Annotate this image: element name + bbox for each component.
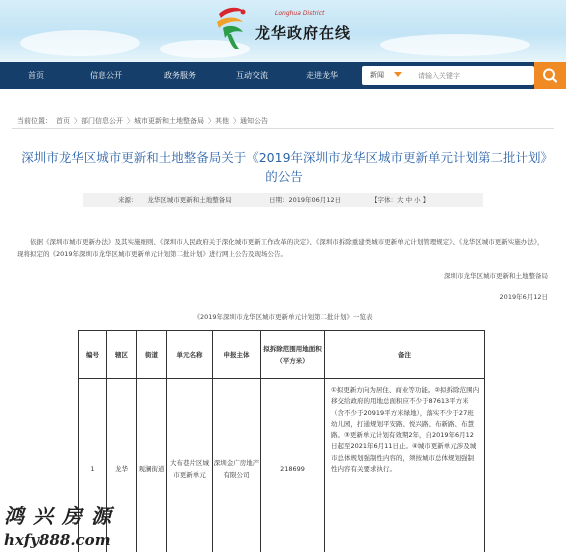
breadcrumb-link-home[interactable]: 首页: [56, 117, 70, 125]
article-body: 依据《深圳市城市更新办法》及其实施细则、《深圳市人民政府关于深化城市更新工作改革的决定》、《深圳市拆除重建类城市更新单元计划管理规定》、《龙华区城市更新实施办法》，现将拟定的《2019年深圳市龙华区城市更新单元计划第二批计划》进行网上公告及现场公告。: [17, 238, 544, 258]
table-header-row: [79, 331, 485, 379]
search-icon: [534, 62, 566, 89]
banner-cloud: [20, 30, 140, 56]
breadcrumb-prefix: 当前位置：: [17, 117, 52, 125]
table-cell-remark: ①拟更新方向为居住、商业等功能。②拟拆除范围内移交给政府的用地总面积应不少于87613平方米（含不少于20919平方米绿地），落实不少于27班幼儿园，打通规划平安路、悦兴路、布新路、布慧路。③更新单元计划有效期2年，自2019年6月12日起至2021年6月11日止。④城市更新单元涉及城市总体规划强制性内容的，须按城市总体规划强制性内容有关要求执行。: [325, 379, 485, 552]
font-size-switcher[interactable]: 【字体：大 中 小 】: [371, 196, 430, 204]
nav-item-about-longhua[interactable]: 走进龙华: [306, 71, 338, 80]
chevron-down-icon[interactable]: [394, 72, 402, 77]
table-header-cell: 申报主体: [213, 331, 261, 379]
table-header-cell: 辖区: [107, 331, 137, 379]
table-header-cell: 街道: [137, 331, 167, 379]
table-header-cell: 拟拆除范围用地面积（平方米）: [261, 331, 325, 379]
article-date: 日期：2019年06月12日: [269, 196, 342, 204]
logo-english-text: Longhua District: [275, 10, 325, 17]
site-logo[interactable]: [213, 4, 363, 56]
search-button[interactable]: [534, 62, 566, 89]
breadcrumb-link-notices[interactable]: 〉通知公告: [233, 117, 268, 125]
nav-item-info-disclosure[interactable]: 信息公开: [90, 71, 122, 80]
site-banner: [0, 0, 566, 62]
table-cell-applicant: 深圳金广房地产有限公司: [213, 379, 261, 552]
watermark-line-1: 鸿兴房源: [4, 504, 120, 528]
breadcrumb-link-other[interactable]: 〉其他: [208, 117, 229, 125]
breadcrumb: [17, 116, 272, 126]
table-row: [79, 379, 485, 552]
logo-emblem-icon: [213, 4, 253, 50]
search-input[interactable]: [418, 68, 530, 83]
article-source: 来源： 龙华区城市更新和土地整备局: [118, 196, 232, 204]
divider: [12, 128, 554, 129]
table-cell-area: 218699: [261, 379, 325, 552]
table-cell-unit-name: 大布巷片区城市更新单元: [167, 379, 213, 552]
nav-item-government-services[interactable]: 政务服务: [164, 71, 196, 80]
table-header-cell: 备注: [325, 331, 485, 379]
table-cell-no: 1: [79, 379, 107, 552]
article-sign-date: 2019年6月12日: [499, 293, 548, 301]
search-bar: [362, 66, 534, 85]
logo-title: 龙华政府在线: [255, 24, 352, 42]
banner-cloud: [380, 34, 530, 56]
table-cell-street: 观澜街道: [137, 379, 167, 552]
article-meta: [83, 193, 483, 207]
breadcrumb-link-dept-info[interactable]: 〉部门信息公开: [74, 117, 123, 125]
table-header-cell: 单元名称: [167, 331, 213, 379]
table-header-cell: 编号: [79, 331, 107, 379]
nav-item-home[interactable]: 首页: [28, 71, 44, 80]
search-category-select[interactable]: 新闻: [370, 71, 384, 79]
watermark-line-2: hxfy888.com: [4, 531, 111, 549]
table-title: 《2019年深圳市龙华区城市更新单元计划第二批计划》一览表: [193, 313, 373, 321]
watermark: [4, 500, 120, 549]
plan-table: [78, 330, 485, 552]
table-cell-district: 龙华: [107, 379, 137, 552]
page-title: 深圳市龙华区城市更新和土地整备局关于《2019年深圳市龙华区城市更新单元计划第二批计划》的公告: [21, 150, 547, 184]
nav-item-interaction[interactable]: 互动交流: [236, 71, 268, 80]
breadcrumb-link-bureau[interactable]: 〉城市更新和土地整备局: [127, 117, 204, 125]
article-signature: 深圳市龙华区城市更新和土地整备局: [444, 272, 548, 280]
